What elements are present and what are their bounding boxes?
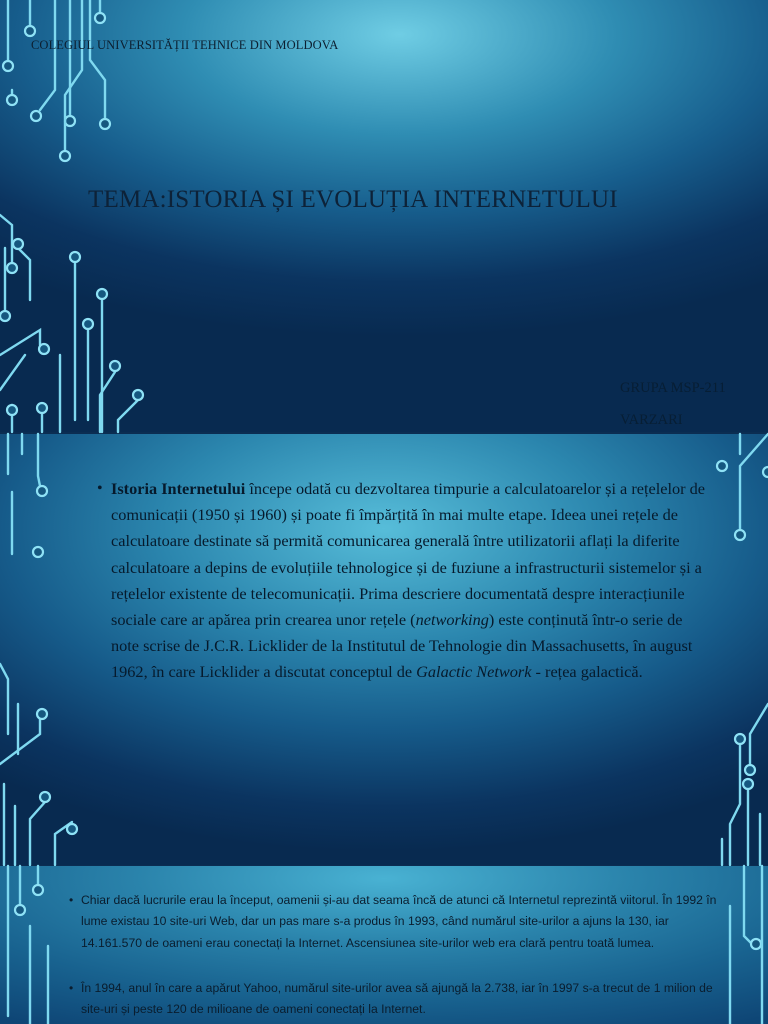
bold-lead: Istoria Internetului <box>111 479 246 498</box>
growth-paragraph-2: În 1994, anul în care a apărut Yahoo, numărul site-urilor avea să ajungă la 2.738, iar în 1997 s-a trecut de 1 milion de site-uri și peste 120 de milioane de oameni conectați la Internet. <box>81 981 713 1017</box>
circuit-decoration-left <box>0 0 150 432</box>
growth-paragraph-1: Chiar dacă lucrurile erau la început, oamenii și-au dat seama încă de atunci că Internetul reprezintă viitorul. În 1992 în lume existau 10 site-uri Web, dar un pas mare s-a produs în 1993, când numărul site-urilor a ajuns la 130, iar 14.161.570 de oameni erau conectați la Internet. Ascensiunea site-urilor web era clară pentru toată lumea. <box>81 893 717 950</box>
circuit-decoration-left <box>0 434 90 865</box>
paragraph-text-3: - rețea galactică. <box>531 662 643 682</box>
italic-networking: networking <box>415 610 489 630</box>
college-name: COLEGIUL UNIVERSITĂȚII TEHNICE DIN MOLDOVA <box>31 38 339 52</box>
slide-title: TEMA:ISTORIA ȘI EVOLUȚIA INTERNETULUI <box>88 186 618 213</box>
author-name: VARZARI <box>620 412 683 428</box>
circuit-decoration-left <box>0 866 70 1024</box>
bullet-marker: • <box>69 893 74 907</box>
bullet-marker: • <box>69 981 74 995</box>
paragraph-text-2: ) este conținută într-o serie de note scrise de J.C.R. Licklider de la Institutul de Tehnologie din Massachusetts, în august 1962, în care Licklider a discutat conceptul de <box>111 610 693 682</box>
circuit-decoration-right <box>718 866 768 1024</box>
history-slide <box>0 434 768 865</box>
title-slide <box>0 0 768 432</box>
italic-galactic-network: Galactic Network <box>416 662 532 682</box>
paragraph-text-1: începe odată cu dezvoltarea timpurie a calculatoarelor și a rețelelor de comunicații (1950 și 1960) și poate fi împărțită în mai multe etape. Ideea unei rețele de calculatoare destinate să permită comunicarea generală între utilizatorii aflați la diferite calculatoare a depins de evoluțiile tehnologice și de fuziune a infrastructurii sistemelor și a rețelelor existente de telecomunicații. Prima descriere documentată despre interacțiunile sociale care ar apărea prin crearea unor rețele ( <box>111 479 706 630</box>
group-label: GRUPA MSP-211 <box>620 380 726 396</box>
growth-slide <box>0 866 768 1024</box>
history-paragraph <box>111 476 711 686</box>
bullet-marker: • <box>97 480 103 497</box>
